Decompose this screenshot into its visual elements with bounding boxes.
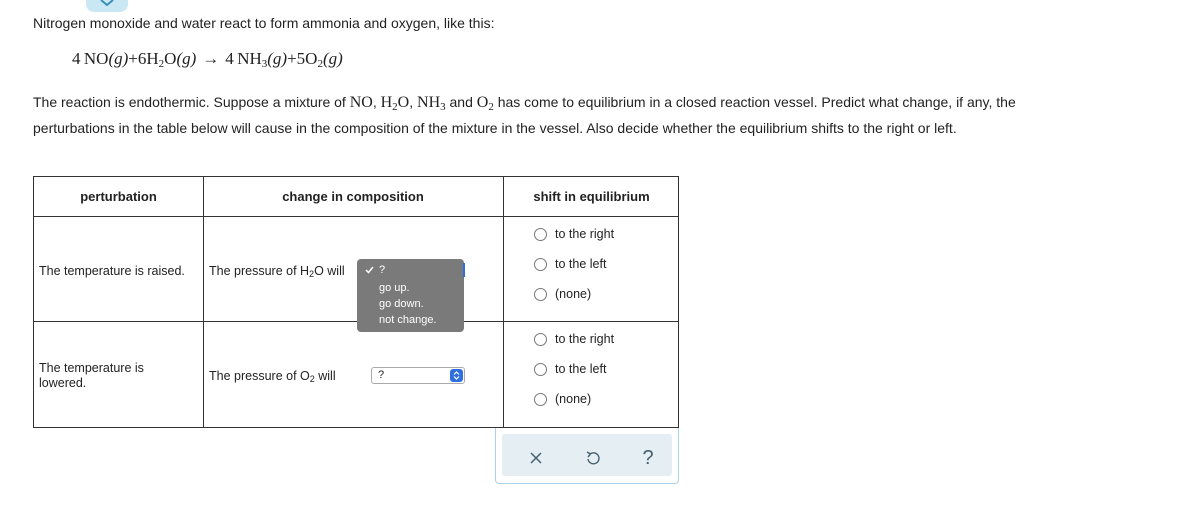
select-arrows-icon <box>450 369 463 382</box>
header-change: change in composition <box>282 189 424 204</box>
undo-button[interactable] <box>581 447 605 469</box>
row1-perturbation: The temperature is raised. <box>39 264 185 278</box>
help-button[interactable] <box>636 447 660 469</box>
row2-shift-right[interactable]: to the right <box>534 329 614 349</box>
help-icon: ? <box>642 446 654 469</box>
dropdown-option-go-down[interactable]: go down. <box>379 298 424 310</box>
radio-button[interactable] <box>534 228 547 241</box>
row1-change-label: The pressure of $H_2O$ will <box>209 264 345 279</box>
dropdown-option-selected[interactable]: ? <box>379 264 386 276</box>
row1-shift-left[interactable]: to the left <box>534 254 606 274</box>
radio-button[interactable] <box>534 258 547 271</box>
chemical-equation: 4 $NO(g)+6H_2O(g) \to 4$ $NH_3(g)+5O_2(g)$ <box>72 49 343 70</box>
row2-shift-left[interactable]: to the left <box>534 359 606 379</box>
radio-button[interactable] <box>534 363 547 376</box>
dropdown-option-not-change[interactable]: not change. <box>379 314 437 326</box>
answer-toolbar <box>495 428 679 484</box>
chevron-down-icon <box>100 0 114 7</box>
question-paragraph-line1: The reaction is endothermic. Suppose a mixture of NO, $H_2O$, $NH_3$ and $O_2$ has come to equilibrium in a closed reaction vessel. Predict what change, if any, the <box>33 94 1016 113</box>
radio-button[interactable] <box>534 288 547 301</box>
x-icon <box>530 452 542 464</box>
row2-change-label: The pressure of $O_2$ will <box>209 369 336 384</box>
perturbation-table <box>33 176 679 428</box>
dropdown-option-go-up[interactable]: go up. <box>379 282 410 294</box>
undo-icon <box>585 450 601 466</box>
radio-button[interactable] <box>534 393 547 406</box>
checkmark-icon <box>365 265 374 277</box>
header-shift: shift in equilibrium <box>533 189 650 204</box>
row1-shift-right[interactable]: to the right <box>534 224 614 244</box>
radio-button[interactable] <box>534 333 547 346</box>
row1-composition-dropdown[interactable] <box>357 259 464 332</box>
collapse-tab[interactable] <box>86 0 128 12</box>
row2-composition-select[interactable]: ? <box>371 367 465 384</box>
row1-shift-none[interactable]: (none) <box>534 284 591 304</box>
clear-button[interactable] <box>524 447 548 469</box>
reaction-arrow: → <box>202 49 220 68</box>
question-paragraph-line2: perturbations in the table below will cause in the composition of the mixture in the vessel. Also decide whether the equilibrium shifts to the right or left. <box>33 120 957 136</box>
question-intro: Nitrogen monoxide and water react to form ammonia and oxygen, like this: <box>33 15 495 31</box>
row2-perturbation: The temperature is lowered. <box>39 361 144 390</box>
header-perturbation: perturbation <box>80 189 157 204</box>
row2-shift-none[interactable]: (none) <box>534 389 591 409</box>
